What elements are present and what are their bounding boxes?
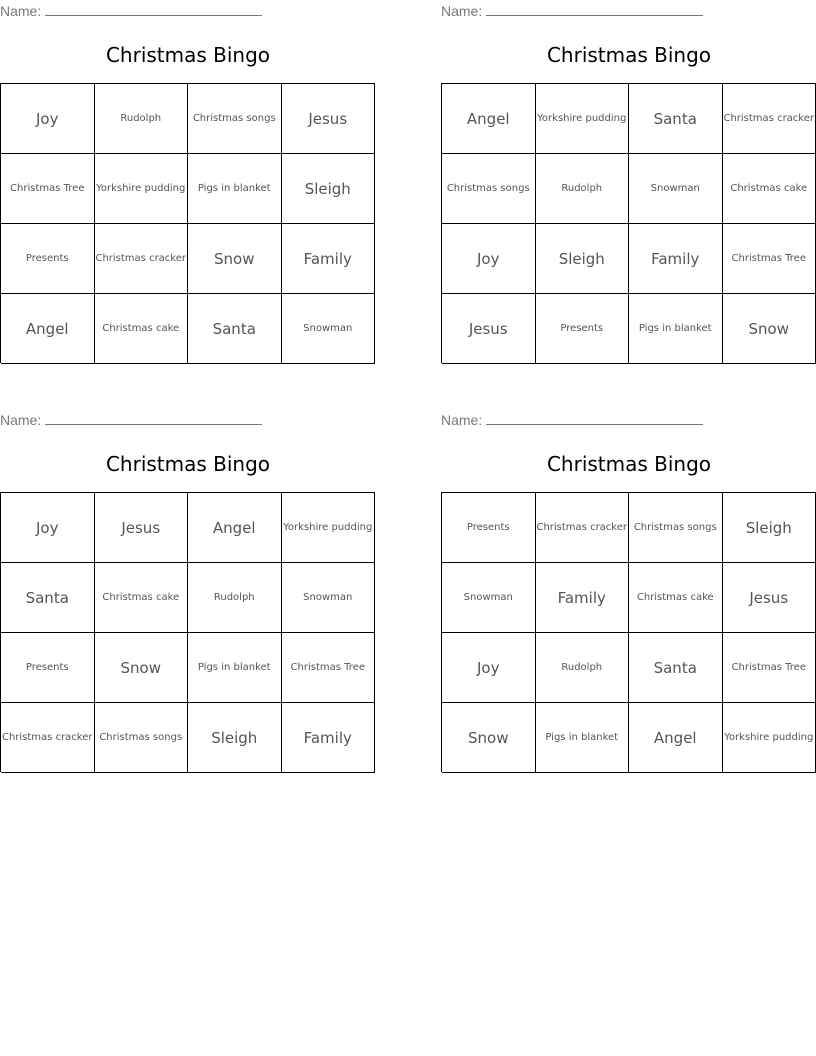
- bingo-cell: Santa: [1, 563, 95, 633]
- bingo-cell: Pigs in blanket: [536, 703, 630, 773]
- name-blank-line: [486, 413, 703, 425]
- bingo-cell: Snowman: [282, 294, 376, 364]
- bingo-cell: Joy: [1, 84, 95, 154]
- bingo-cell: Snow: [188, 224, 282, 294]
- name-line: [0, 411, 262, 429]
- bingo-cell: Sleigh: [723, 493, 816, 563]
- bingo-cell: Christmas cracker: [1, 703, 95, 773]
- name-label: Name:: [441, 412, 483, 428]
- bingo-cell: Santa: [188, 294, 282, 364]
- bingo-cell: Jesus: [723, 563, 816, 633]
- bingo-cell: Family: [629, 224, 723, 294]
- bingo-grid: [0, 83, 375, 363]
- name-blank-line: [45, 413, 262, 425]
- bingo-cell: Pigs in blanket: [188, 633, 282, 703]
- bingo-cell: Christmas cake: [723, 154, 816, 224]
- bingo-cell: Jesus: [95, 493, 189, 563]
- bingo-grid: [0, 492, 375, 772]
- bingo-cell: Rudolph: [188, 563, 282, 633]
- bingo-cell: Snow: [442, 703, 536, 773]
- bingo-card: [441, 0, 816, 374]
- bingo-card: [0, 0, 376, 374]
- bingo-cell: Christmas Tree: [1, 154, 95, 224]
- bingo-cell: Snow: [723, 294, 816, 364]
- bingo-card: [0, 409, 376, 783]
- name-blank-line: [486, 4, 703, 16]
- name-line: [441, 2, 703, 20]
- bingo-cell: Angel: [442, 84, 536, 154]
- bingo-cell: Yorkshire pudding: [282, 493, 376, 563]
- bingo-cell: Yorkshire pudding: [95, 154, 189, 224]
- bingo-cell: Yorkshire pudding: [723, 703, 816, 773]
- bingo-cell: Sleigh: [188, 703, 282, 773]
- bingo-cell: Christmas songs: [188, 84, 282, 154]
- bingo-cell: Santa: [629, 633, 723, 703]
- bingo-cell: Pigs in blanket: [188, 154, 282, 224]
- bingo-cell: Family: [536, 563, 630, 633]
- bingo-cell: Sleigh: [282, 154, 376, 224]
- bingo-cell: Snow: [95, 633, 189, 703]
- bingo-cell: Santa: [629, 84, 723, 154]
- bingo-cell: Christmas Tree: [282, 633, 376, 703]
- bingo-card: [441, 409, 816, 783]
- bingo-cell: Yorkshire pudding: [536, 84, 630, 154]
- bingo-cell: Angel: [188, 493, 282, 563]
- bingo-cell: Snowman: [442, 563, 536, 633]
- card-title: Christmas Bingo: [546, 43, 712, 67]
- bingo-cell: Christmas cracker: [95, 224, 189, 294]
- bingo-cell: Christmas cracker: [723, 84, 816, 154]
- bingo-cell: Angel: [629, 703, 723, 773]
- card-title: Christmas Bingo: [105, 43, 271, 67]
- name-label: Name:: [0, 3, 42, 19]
- bingo-cell: Pigs in blanket: [629, 294, 723, 364]
- name-line: [441, 411, 703, 429]
- bingo-cell: Family: [282, 224, 376, 294]
- bingo-cell: Presents: [536, 294, 630, 364]
- bingo-cell: Snowman: [282, 563, 376, 633]
- name-label: Name:: [441, 3, 483, 19]
- bingo-cell: Rudolph: [536, 154, 630, 224]
- bingo-cell: Sleigh: [536, 224, 630, 294]
- bingo-grid: [441, 492, 816, 772]
- name-line: [0, 2, 262, 20]
- name-label: Name:: [0, 412, 42, 428]
- bingo-cell: Christmas cake: [95, 563, 189, 633]
- bingo-cell: Rudolph: [536, 633, 630, 703]
- bingo-cell: Snowman: [629, 154, 723, 224]
- card-title: Christmas Bingo: [105, 452, 271, 476]
- bingo-cell: Jesus: [282, 84, 376, 154]
- bingo-grid: [441, 83, 816, 363]
- card-title: Christmas Bingo: [546, 452, 712, 476]
- bingo-cell: Joy: [442, 224, 536, 294]
- bingo-cell: Family: [282, 703, 376, 773]
- bingo-cell: Christmas songs: [629, 493, 723, 563]
- bingo-cell: Angel: [1, 294, 95, 364]
- bingo-cell: Joy: [1, 493, 95, 563]
- bingo-cell: Presents: [1, 224, 95, 294]
- bingo-cell: Christmas Tree: [723, 633, 816, 703]
- bingo-cell: Christmas songs: [95, 703, 189, 773]
- bingo-cell: Christmas cake: [629, 563, 723, 633]
- bingo-cell: Christmas cake: [95, 294, 189, 364]
- bingo-cell: Christmas cracker: [536, 493, 630, 563]
- bingo-cell: Presents: [1, 633, 95, 703]
- bingo-cell: Rudolph: [95, 84, 189, 154]
- bingo-cell: Joy: [442, 633, 536, 703]
- bingo-cell: Christmas songs: [442, 154, 536, 224]
- name-blank-line: [45, 4, 262, 16]
- bingo-cell: Presents: [442, 493, 536, 563]
- bingo-cell: Christmas Tree: [723, 224, 816, 294]
- bingo-cell: Jesus: [442, 294, 536, 364]
